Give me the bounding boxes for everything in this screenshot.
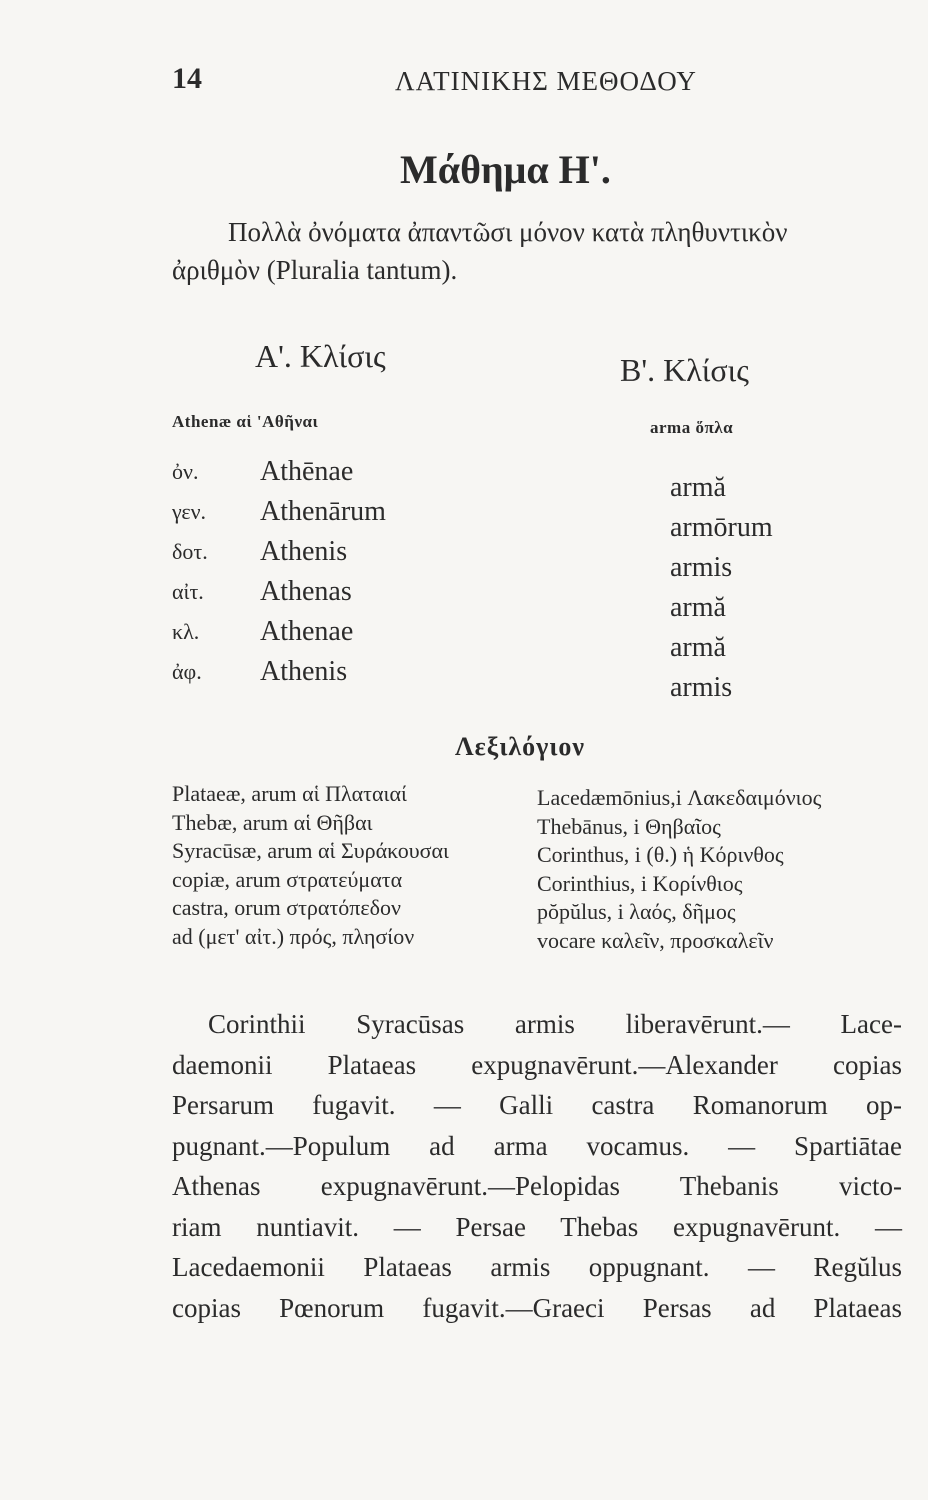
exercise-line: riam nuntiavit. — Persae Thebas expugnavērunt. — bbox=[172, 1211, 902, 1242]
case-form: Athēnae bbox=[260, 456, 354, 487]
exercise-line: Athenas expugnavērunt.—Pelopidas Thebanis victo- bbox=[172, 1171, 902, 1201]
lesson-title: Μάθημα Η'. bbox=[400, 147, 611, 192]
case-form: Athenas bbox=[260, 576, 352, 607]
vocabulary-right-column bbox=[537, 784, 821, 955]
declension-b-heading: Β'. Κλίσις bbox=[620, 352, 749, 388]
vocab-entry: Thebæ, arum αἱ Θῆβαι bbox=[172, 809, 373, 835]
case-label: γεν. bbox=[172, 499, 207, 524]
case-label: δοτ. bbox=[172, 539, 208, 564]
declension-b-example: arma ὅπλα bbox=[650, 418, 734, 437]
vocabulary-title: Λεξιλόγιον bbox=[455, 732, 586, 761]
case-row bbox=[172, 532, 386, 572]
exercise-line: pugnant.—Populum ad arma vocamus. — Spartiātae bbox=[172, 1130, 902, 1161]
case-form: Athenārum bbox=[260, 496, 386, 527]
arma-form: armă bbox=[670, 632, 726, 663]
case-row bbox=[172, 572, 386, 612]
declension-b-table bbox=[670, 468, 773, 708]
arma-form: armis bbox=[670, 552, 733, 583]
intro-paragraph bbox=[172, 213, 902, 289]
arma-form: armōrum bbox=[670, 512, 773, 543]
exercise-line: Corinthii Syracūsas armis liberavērunt.— Lace- bbox=[208, 1009, 902, 1039]
vocabulary-left-column bbox=[172, 780, 449, 951]
vocab-entry: copiæ, arum στρατεύματα bbox=[172, 866, 403, 892]
arma-form: armis bbox=[670, 672, 733, 703]
vocab-entry: Plataeæ, arum αἱ Πλαταιαί bbox=[172, 781, 407, 806]
running-title: ΛΑΤΙΝΙΚΗΣ ΜΕΘΟΔΟΥ bbox=[395, 66, 697, 96]
case-row bbox=[172, 492, 386, 532]
arma-form: armă bbox=[670, 472, 726, 503]
vocab-entry: vocare καλεῖν, προσκαλεῖν bbox=[537, 927, 774, 953]
case-label: ὀν. bbox=[172, 459, 199, 484]
case-label: κλ. bbox=[172, 619, 200, 644]
case-row bbox=[172, 612, 386, 652]
arma-form: armă bbox=[670, 592, 726, 623]
exercise-line: Lacedaemonii Plataeas armis oppugnant. — Regŭlus bbox=[172, 1252, 902, 1282]
declension-a-example: Athenæ αἱ 'Αθῆναι bbox=[172, 412, 319, 431]
case-form: Athenis bbox=[260, 536, 348, 567]
vocab-entry: Thebānus, i Θηβαῖος bbox=[537, 813, 721, 839]
case-form: Athenae bbox=[260, 616, 354, 647]
intro-line-2: ἀριθμὸν (Pluralia tantum). bbox=[172, 255, 458, 285]
vocab-entry: Lacedæmōnius,i Λακεδαιμόνιος bbox=[537, 785, 822, 810]
declension-a-heading: Α'. Κλίσις bbox=[255, 338, 386, 374]
vocab-entry: pŏpŭlus, i λαός, δῆμος bbox=[537, 899, 736, 924]
vocab-entry: castra, orum στρατόπεδον bbox=[172, 895, 401, 920]
case-form: Athenis bbox=[260, 656, 348, 687]
case-label: ἀφ. bbox=[172, 659, 202, 684]
exercise-paragraph bbox=[172, 1004, 902, 1328]
vocab-entry: ad (μετ' αἰτ.) πρός, πλησίον bbox=[172, 923, 415, 949]
case-row bbox=[172, 452, 386, 492]
case-row bbox=[172, 652, 386, 692]
exercise-line: copias Pœnorum fugavit.—Graeci Persas ad Plataeas bbox=[172, 1292, 902, 1323]
case-label: αἰτ. bbox=[172, 579, 204, 604]
vocab-entry: Syracūsæ, arum αἱ Συράκουσαι bbox=[172, 838, 449, 863]
exercise-line: daemonii Plataeas expugnavērunt.—Alexander copias bbox=[172, 1049, 902, 1080]
exercise-line: Persarum fugavit. — Galli castra Romanorum op- bbox=[172, 1090, 902, 1120]
vocab-entry: Corinthus, i (θ.) ἡ Κόρινθος bbox=[537, 842, 784, 867]
page-number: 14 bbox=[172, 62, 202, 95]
declension-a-table bbox=[172, 452, 386, 692]
vocab-entry: Corinthius, i Κορίνθιος bbox=[537, 870, 743, 896]
intro-line-1: Πολλὰ ὀνόματα ἀπαντῶσι μόνον κατὰ πληθυντικὸν bbox=[228, 217, 788, 247]
